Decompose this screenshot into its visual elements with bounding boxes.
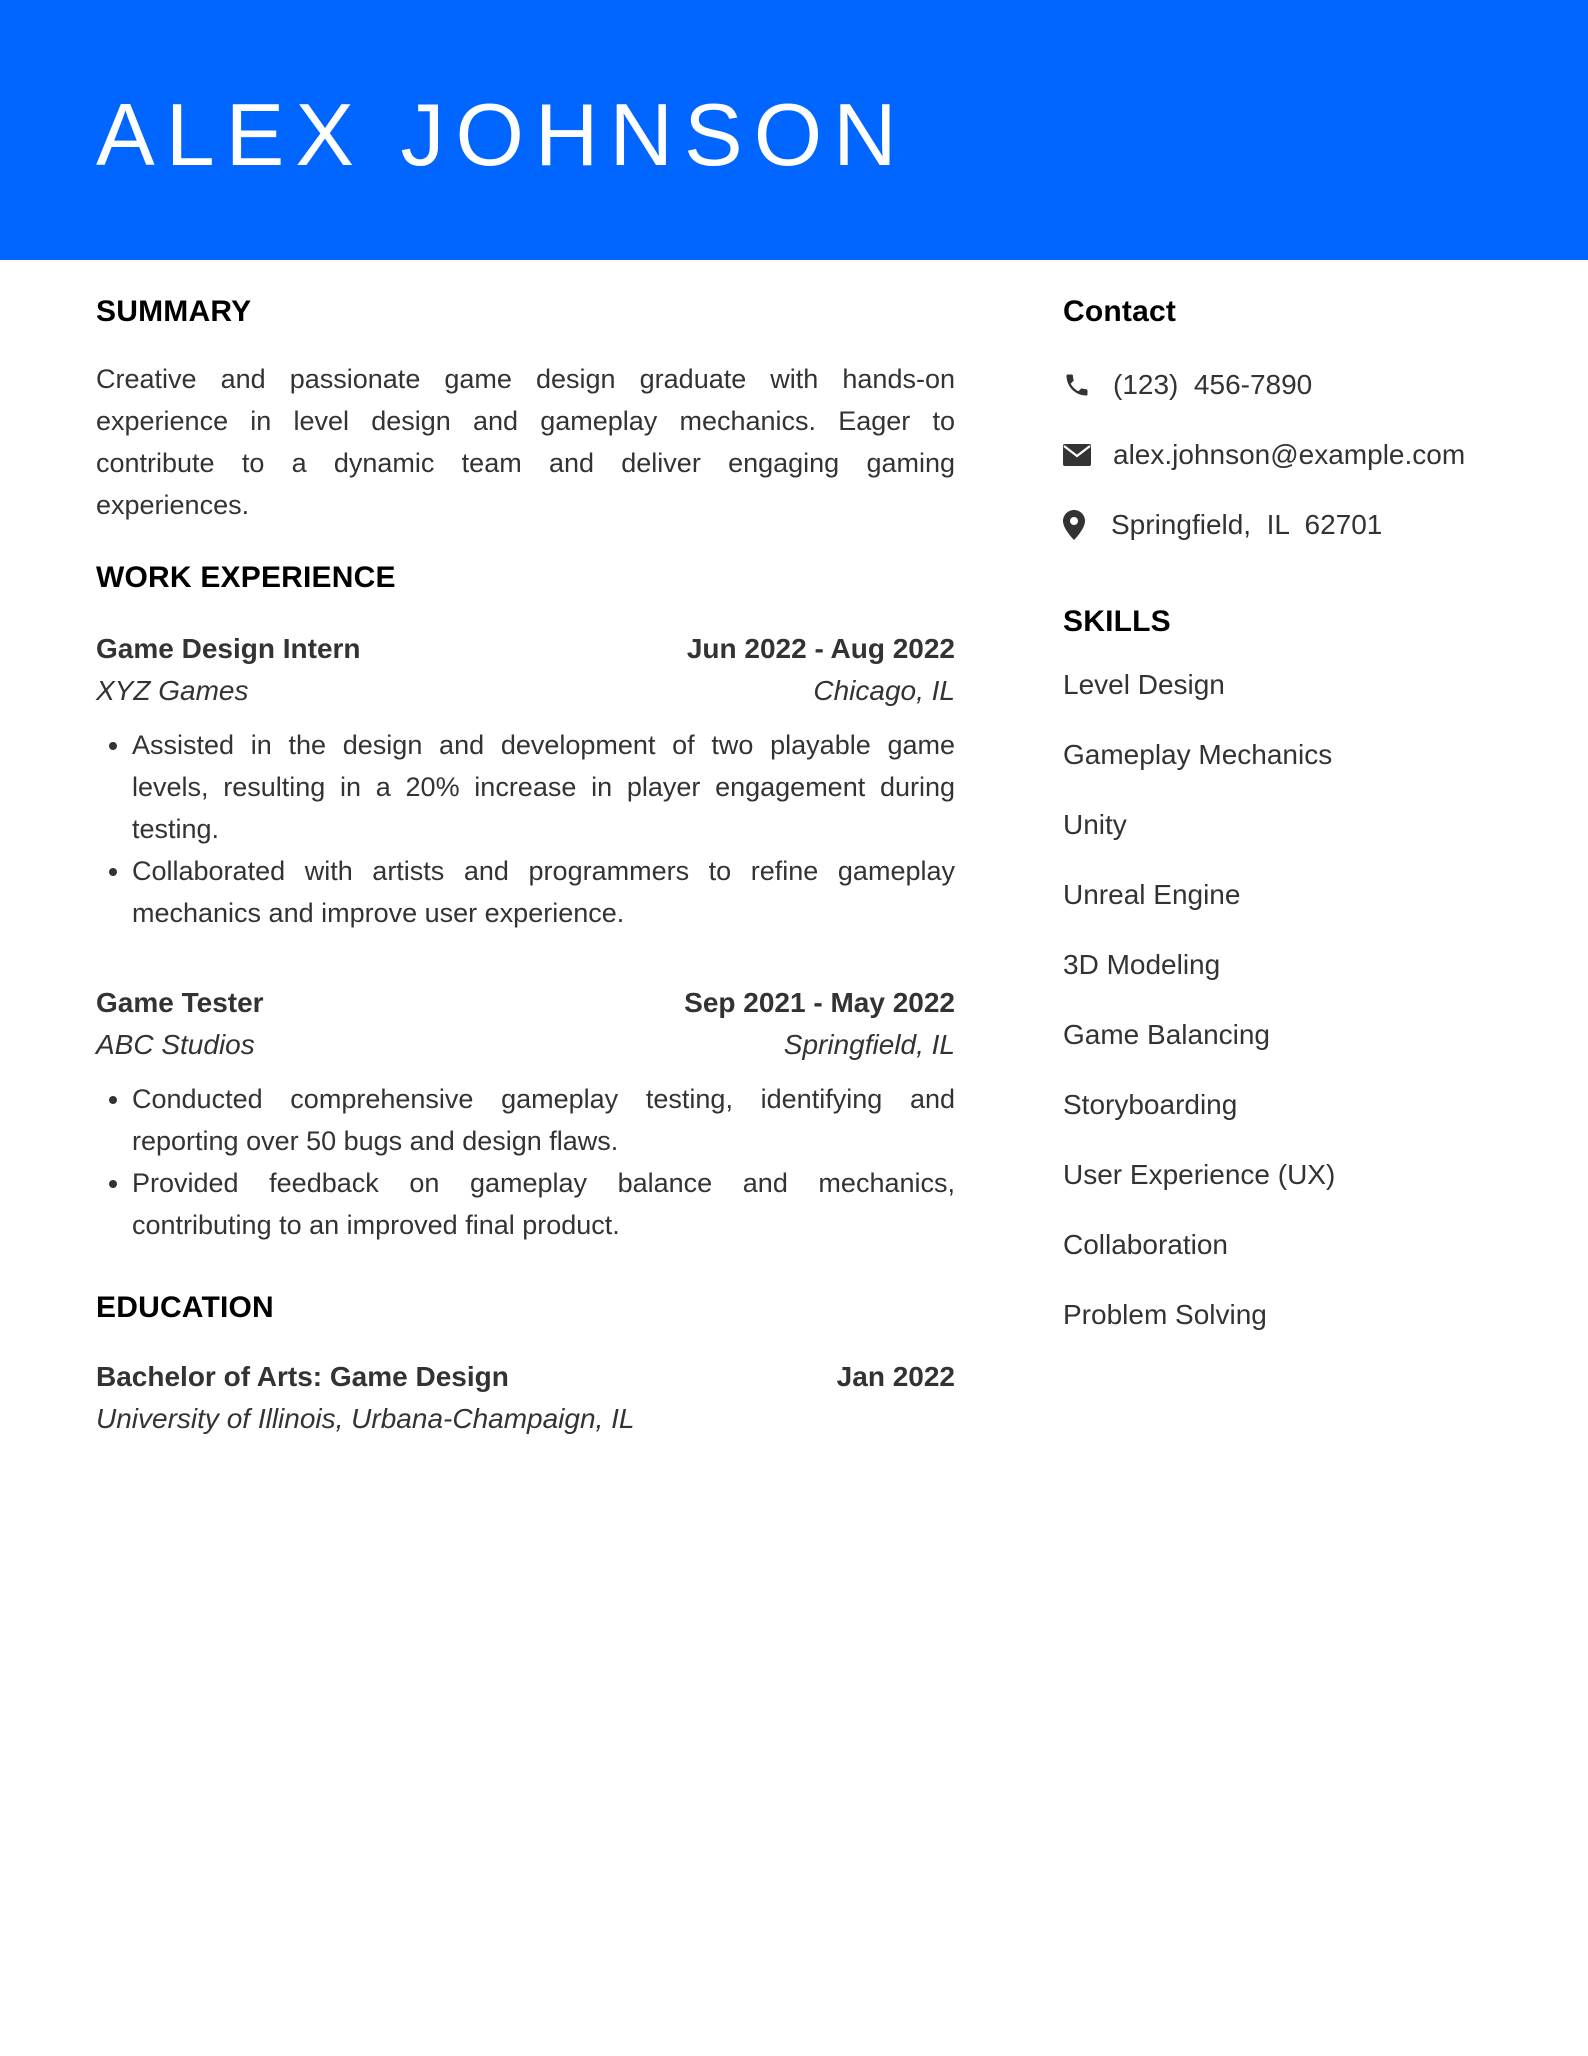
- contact-title: Contact: [1063, 295, 1177, 328]
- sidebar-column: [1063, 292, 1503, 1364]
- job-dates: Sep 2021 - May 2022: [684, 987, 955, 1018]
- skill-item: Game Balancing: [1063, 1019, 1271, 1050]
- map-pin-icon: [1063, 510, 1087, 540]
- job-location: Springfield, IL: [783, 1029, 955, 1060]
- phone-icon: [1063, 370, 1093, 400]
- envelope-icon: [1063, 440, 1093, 470]
- education-section: [96, 1288, 955, 1440]
- job-company: XYZ Games: [96, 675, 249, 706]
- contact-phone: [1063, 364, 1503, 406]
- school: University of Illinois, Urbana-Champaign, IL: [96, 1403, 635, 1434]
- skills-title: SKILLS: [1063, 605, 1171, 638]
- skill-item: 3D Modeling: [1063, 949, 1221, 980]
- job-location: Chicago, IL: [813, 675, 955, 706]
- contact-section: [1063, 292, 1503, 546]
- work-experience-title: WORK EXPERIENCE: [96, 561, 396, 594]
- skill-item: Unreal Engine: [1063, 879, 1241, 910]
- job-role: Game Tester: [96, 987, 264, 1018]
- job-role: Game Design Intern: [96, 633, 361, 664]
- skill-item: User Experience (UX): [1063, 1159, 1336, 1190]
- email-address: alex.johnson@example.com: [1113, 439, 1466, 470]
- degree: Bachelor of Arts: Game Design: [96, 1361, 509, 1392]
- job-bullet: • Conducted comprehensive gameplay testing, identifying and reporting over 50 bugs and design flaws.: [132, 1078, 955, 1162]
- contact-location: [1063, 504, 1503, 546]
- summary-text: Creative and passionate game design graduate with hands-on experience in level design and gameplay mechanics. Eager to contribute to a dynamic team and deliver engaging gaming experiences.: [96, 364, 955, 520]
- skill-item: Unity: [1063, 809, 1127, 840]
- location-text: Springfield, IL 62701: [1111, 509, 1383, 540]
- job-bullet: • Collaborated with artists and programmers to refine gameplay mechanics and improve user experience.: [132, 850, 955, 934]
- skill-item: Collaboration: [1063, 1229, 1228, 1260]
- skill-item: Gameplay Mechanics: [1063, 739, 1333, 770]
- job-bullets: [96, 724, 955, 934]
- phone-number: (123) 456-7890: [1113, 369, 1313, 400]
- job-entry: [96, 982, 955, 1246]
- candidate-name: ALEX JOHNSON: [96, 85, 908, 184]
- contact-email: [1063, 434, 1503, 476]
- job-dates: Jun 2022 - Aug 2022: [686, 633, 955, 664]
- skill-item: Level Design: [1063, 669, 1225, 700]
- degree-date: Jan 2022: [836, 1361, 955, 1392]
- job-bullets: [96, 1078, 955, 1246]
- main-column: [96, 292, 955, 1440]
- skills-section: [1063, 602, 1503, 1336]
- job-entry: [96, 628, 955, 934]
- summary-section: [96, 292, 955, 526]
- job-bullet: • Assisted in the design and development of two playable game levels, resulting in a 20% increase in player engagement during testing.: [132, 724, 955, 850]
- education-title: EDUCATION: [96, 1291, 274, 1324]
- work-experience-section: [96, 558, 955, 1246]
- skill-item: Problem Solving: [1063, 1299, 1267, 1330]
- job-bullet: • Provided feedback on gameplay balance and mechanics, contributing to an improved final product.: [132, 1162, 955, 1246]
- summary-title: SUMMARY: [96, 295, 252, 328]
- job-company: ABC Studios: [96, 1029, 255, 1060]
- header-banner: [0, 0, 1588, 260]
- skills-list: [1063, 664, 1503, 1336]
- skill-item: Storyboarding: [1063, 1089, 1238, 1120]
